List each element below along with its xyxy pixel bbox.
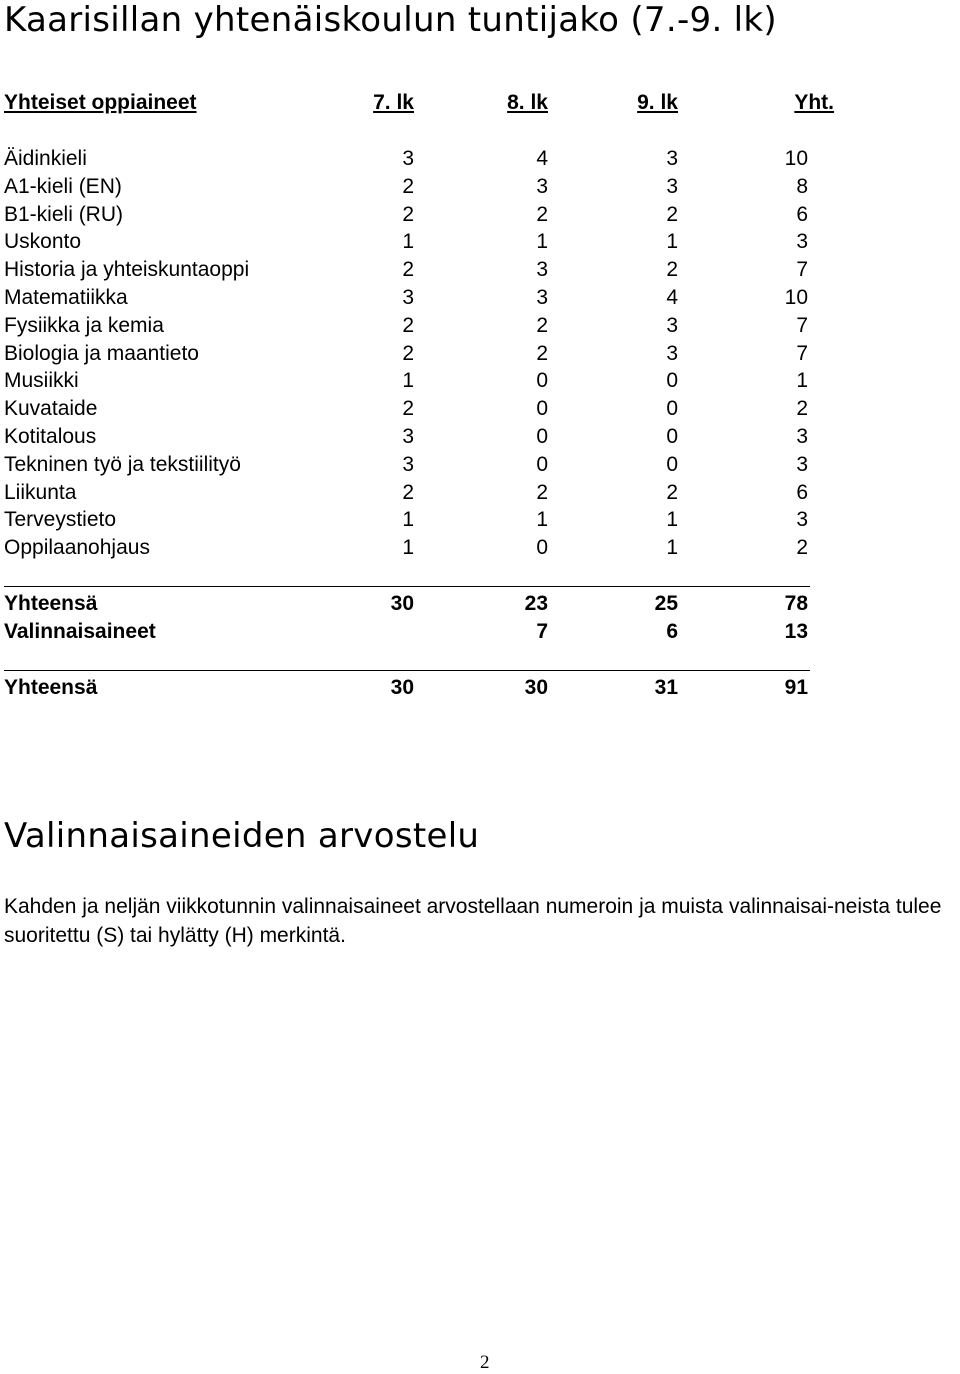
subject-name: B1-kieli (RU): [4, 202, 124, 226]
hours-grade8: 2: [536, 202, 548, 226]
subtotal-row: [4, 590, 854, 618]
hours-total: 2: [796, 536, 808, 560]
table-row: [4, 367, 854, 395]
hours-total: 10: [784, 286, 808, 309]
hours-grade7: 2: [402, 480, 414, 504]
subject-name: Musiikki: [4, 369, 79, 393]
hours-grade7: 1: [402, 369, 414, 393]
subject-name: Fysiikka ja kemia: [4, 313, 164, 337]
hours-grade9: 0: [666, 369, 678, 393]
table-row: [4, 340, 854, 368]
electives-row: [4, 618, 854, 646]
hours-grade8: 3: [536, 258, 548, 282]
hours-grade9: 3: [666, 147, 678, 170]
grand-total-grade7: 30: [390, 676, 414, 699]
hours-total: 6: [796, 202, 808, 226]
hours-total: 6: [796, 480, 808, 504]
hours-grade9: 2: [666, 202, 678, 226]
subtotal-grade9: 25: [654, 592, 678, 615]
hours-grade9: 1: [666, 508, 678, 532]
subtotal-label: Yhteensä: [4, 592, 98, 615]
hours-grade8: 0: [536, 452, 548, 476]
hours-total: 3: [796, 425, 808, 448]
hours-grade7: 3: [402, 452, 414, 476]
hours-total: 1: [796, 369, 808, 393]
hours-grade7: 3: [402, 147, 414, 170]
hours-grade9: 2: [666, 258, 678, 282]
hours-grade9: 0: [666, 397, 678, 421]
hours-grade8: 3: [536, 174, 548, 198]
subject-name: Tekninen työ ja tekstiilityö: [4, 452, 241, 476]
hours-total: 7: [796, 341, 808, 365]
header-total: Yht.: [794, 91, 834, 114]
page-number: 2: [480, 1352, 490, 1373]
subject-name: Oppilaanohjaus: [4, 536, 150, 560]
table-row: [4, 395, 854, 423]
hours-grade9: 1: [666, 230, 678, 254]
subtotal-total: 78: [784, 592, 808, 615]
hours-grade7: 3: [402, 286, 414, 309]
hours-grade7: 2: [402, 258, 414, 282]
table-row: [4, 506, 854, 534]
header-grade7: 7. lk: [373, 91, 414, 114]
subject-name: Historia ja yhteiskuntaoppi: [4, 258, 250, 282]
table-header: [4, 89, 854, 117]
hours-grade8: 4: [536, 147, 548, 170]
hours-grade7: 2: [402, 174, 414, 198]
electives-grade8: 7: [536, 620, 548, 643]
table-row: [4, 312, 854, 340]
hours-grade9: 3: [666, 313, 678, 337]
hours-total: 8: [796, 174, 808, 198]
subtotal-grade7: 30: [390, 592, 414, 615]
subject-name: Liikunta: [4, 480, 77, 504]
hours-grade8: 0: [536, 369, 548, 393]
grand-total-divider: [4, 670, 810, 671]
hours-total: 7: [796, 258, 808, 282]
subject-name: Terveystieto: [4, 508, 117, 532]
section-title: Valinnaisaineiden arvostelu: [4, 816, 480, 856]
header-grade9: 9. lk: [637, 91, 678, 114]
hours-grade8: 2: [536, 341, 548, 365]
hours-total: 3: [796, 508, 808, 532]
hours-grade7: 1: [402, 230, 414, 254]
electives-grade9: 6: [666, 620, 678, 643]
hours-grade7: 1: [402, 536, 414, 560]
hours-grade9: 2: [666, 480, 678, 504]
table-row: [4, 534, 854, 562]
hours-grade7: 2: [402, 313, 414, 337]
electives-label: Valinnaisaineet: [4, 620, 156, 643]
subtotal-grade8: 23: [524, 592, 548, 615]
hours-grade7: 1: [402, 508, 414, 532]
subject-name: Kuvataide: [4, 397, 98, 421]
hours-grade8: 1: [536, 508, 548, 532]
hours-grade9: 4: [666, 286, 678, 309]
hours-grade9: 3: [666, 174, 678, 198]
grand-total-grade9: 31: [654, 676, 678, 699]
table-row: [4, 479, 854, 507]
table-row: [4, 451, 854, 479]
table-row: [4, 173, 854, 201]
header-subject-label: Yhteiset oppiaineet: [4, 91, 197, 114]
hours-total: 10: [784, 147, 808, 170]
table-row: [4, 423, 854, 451]
table-row: [4, 145, 854, 173]
hours-total: 7: [796, 313, 808, 337]
header-grade8: 8. lk: [507, 91, 548, 114]
section-paragraph: Kahden ja neljän viikkotunnin valinnaisaineet arvostellaan numeroin ja muista valinnaisai-neista tulee suoritettu (S) tai hylätty (H) merkintä.: [4, 895, 942, 947]
hours-grade8: 1: [536, 230, 548, 254]
table-row: [4, 256, 854, 284]
grand-total-total: 91: [784, 676, 808, 699]
hours-grade7: 2: [402, 397, 414, 421]
grand-total-label: Yhteensä: [4, 676, 98, 699]
subject-name: Matematiikka: [4, 286, 128, 309]
hours-total: 2: [796, 397, 808, 421]
hours-grade8: 0: [536, 397, 548, 421]
hours-grade8: 0: [536, 425, 548, 448]
table-row: [4, 201, 854, 229]
page-title: Kaarisillan yhtenäiskoulun tuntijako (7.-9. lk): [4, 0, 777, 40]
subject-name: A1-kieli (EN): [4, 174, 122, 198]
hours-grade8: 3: [536, 286, 548, 309]
hours-grade9: 3: [666, 341, 678, 365]
hours-grade8: 2: [536, 480, 548, 504]
hours-grade9: 1: [666, 536, 678, 560]
grand-total-grade8: 30: [524, 676, 548, 699]
subject-name: Kotitalous: [4, 425, 97, 448]
subtotal-divider: [4, 586, 810, 587]
hours-grade8: 0: [536, 536, 548, 560]
subject-name: Biologia ja maantieto: [4, 341, 199, 365]
subject-name: Uskonto: [4, 230, 82, 254]
hours-grade9: 0: [666, 425, 678, 448]
electives-total: 13: [784, 620, 808, 643]
hours-grade9: 0: [666, 452, 678, 476]
hours-total: 3: [796, 452, 808, 476]
hours-grade7: 2: [402, 341, 414, 365]
hours-grade8: 2: [536, 313, 548, 337]
hours-total: 3: [796, 230, 808, 254]
subject-name: Äidinkieli: [4, 147, 87, 170]
hours-grade7: 3: [402, 425, 414, 448]
table-row: [4, 284, 854, 312]
table-row: [4, 228, 854, 256]
grand-total-row: [4, 674, 854, 702]
hours-grade7: 2: [402, 202, 414, 226]
